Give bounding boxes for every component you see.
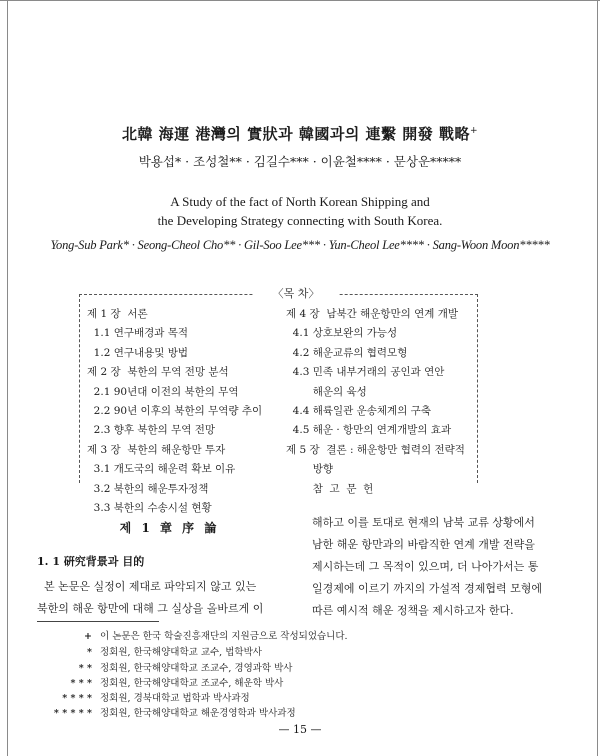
footnote-text: 정회원, 한국해양대학교 조교수, 경영과학 박사	[100, 663, 293, 674]
footnote-text: 정회원, 한국해양대학교 교수, 법학박사	[100, 647, 262, 658]
subsection-title: 1. 1 硏究背景과 目的	[37, 555, 145, 568]
toc-item: 참 고 문 헌	[286, 482, 374, 495]
toc-item: 2.3 향후 북한의 무역 전망	[87, 424, 216, 437]
page-border-right	[597, 0, 598, 756]
footnote-text: 정회원, 경북대학교 법학과 박사과정	[100, 693, 250, 704]
toc-item: 4.2 해운교류의 협력모형	[286, 346, 408, 359]
toc-item: 1.2 연구내용및 방법	[87, 346, 189, 359]
body-line: 제시하는데 그 목적이 있으며, 더 나아가서는 통	[312, 560, 539, 573]
page-border-left	[7, 0, 8, 756]
body-line: 일경제에 이르기 까지의 가설적 경제협력 모형에	[312, 582, 543, 595]
body-line: 해하고 이를 토대로 현재의 남북 교류 상황에서	[312, 516, 535, 529]
english-title-line-2: the Developing Strategy connecting with South Korea.	[157, 213, 443, 228]
section-title: 제 1 章 序 論	[119, 521, 217, 535]
footnote-text: 정회원, 한국해양대학교 해운경영학과 박사과정	[100, 708, 296, 719]
toc-item: 4.3 민족 내부거래의 공인과 연안	[286, 366, 445, 379]
body-text-right	[312, 512, 570, 622]
english-title-line-1: A Study of the fact of North Korean Shipping and	[170, 194, 430, 209]
toc-item: 4.4 해륙일관 운송체계의 구축	[286, 405, 431, 418]
footnote-mark: * * * *	[62, 693, 92, 704]
footnote	[48, 646, 262, 660]
body-line: 따른 예시적 해운 정책을 제시하고자 한다.	[312, 604, 514, 617]
toc-item: 제 4 장 남북간 해운항만의 연계 개발	[286, 308, 459, 320]
toc-item: 4.1 상호보완의 가능성	[286, 327, 398, 340]
toc-item: 제 3 장 북한의 해운항만 투자	[87, 443, 226, 456]
footnote-rule	[37, 621, 159, 622]
title-footnote-mark: +	[469, 126, 479, 136]
toc-item: 1.1 연구배경과 목적	[87, 327, 189, 340]
page-border-top	[0, 0, 600, 1]
korean-authors: 박용섭* · 조성철** · 김길수*** · 이윤철**** · 문상운*****	[138, 154, 462, 169]
footnote	[48, 692, 250, 706]
footnote-mark: * * *	[70, 678, 92, 689]
body-line: 본 논문은 실정이 제대로 파악되지 않고 있는	[37, 580, 257, 593]
toc-item: 3.1 개도국의 해운력 확보 이유	[87, 463, 236, 476]
english-title	[0, 192, 600, 230]
english-authors: Yong-Sub Park* · Seong-Cheol Cho** · Gil-Soo Lee*** · Yun-Cheol Lee**** · Sang-Woon Moon*****	[50, 238, 550, 252]
toc-item: 해운의 육성	[286, 385, 367, 398]
body-line: 남한 해운 항만과의 바람직한 연계 개발 전략을	[312, 538, 535, 551]
page-number: — 15 —	[278, 723, 322, 736]
toc-left-column	[87, 305, 262, 518]
toc-item: 제 2 장 북한의 무역 전망 분석	[87, 366, 229, 379]
body-line: 북한의 해운 항만에 대해 그 실상을 올바르게 이	[37, 602, 264, 615]
toc-item: 4.5 해운 · 항만의 연계개발의 효과	[286, 424, 452, 437]
footnote	[48, 662, 292, 676]
toc-item: 제 5 장 결론 : 해운항만 협력의 전략적	[286, 443, 465, 456]
footnote	[48, 707, 296, 721]
body-text-left	[37, 576, 289, 620]
toc-heading: 〈목 차〉	[253, 285, 339, 301]
toc-item: 2.1 90년대 이전의 북한의 무역	[87, 385, 239, 398]
footnote-mark: *	[87, 647, 92, 658]
toc-item: 제 1 장 서론	[87, 308, 148, 320]
footnote-mark: * *	[78, 663, 92, 674]
toc-item: 3.2 북한의 해운투자정책	[87, 482, 209, 495]
footnote	[48, 630, 348, 644]
toc-item: 3.3 북한의 수송시설 현황	[87, 502, 212, 515]
footnote-mark: +	[84, 631, 92, 642]
footnote-text: 이 논문은 한국 학술진흥재단의 지원금으로 작성되었습니다.	[100, 631, 348, 642]
korean-title: 北韓 海運 港灣의 實狀과 韓國과의 連繫 開發 戰略+	[121, 125, 479, 143]
footnote-mark: * * * * *	[53, 708, 92, 719]
footnote	[48, 677, 283, 691]
toc-right-column	[286, 305, 465, 499]
toc-item: 방향	[286, 463, 333, 476]
toc-item: 2.2 90년 이후의 북한의 무역량 추이	[87, 405, 263, 418]
footnote-text: 정회원, 한국해양대학교 조교수, 해운학 박사	[100, 678, 284, 689]
